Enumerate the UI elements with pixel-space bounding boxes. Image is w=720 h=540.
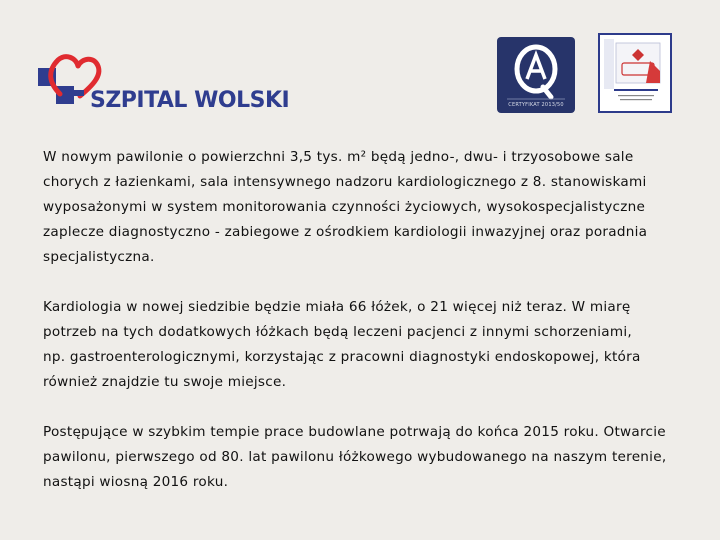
hospital-logo [36,50,306,120]
text-line: Kardiologia w nowej siedzibie będzie miała 66 łóżek, o 21 więcej niż teraz. W miarę [43,299,631,315]
paragraph-new-pavilion [43,145,683,270]
text-line: nastąpi wiosną 2016 roku. [43,474,229,490]
text-line: chorych z łazienkami, sala intensywnego nadzoru kardiologicznego z 8. stanowiskami [43,174,647,190]
paragraph-cardiology [43,295,683,395]
text-line: zaplecze diagnostyczno - zabiegowe z ośrodkiem kardiologii inwazyjnej oraz poradnia [43,224,648,240]
text-line: pawilonu, pierwszego od 80. lat pawilonu łóżkowego wybudowanego na naszym terenie, [43,449,667,465]
pcbc-certificate-badge [598,33,672,113]
text-line: wyposażonymi w system monitorowania czynności życiowych, wysokospecjalistyczne [43,199,646,215]
text-line: np. gastroenterologicznymi, korzystając z pracowni diagnostyki endoskopowej, która [43,349,641,365]
paragraph-construction [43,420,683,495]
logo-text: SZPITAL WOLSKI [90,88,290,113]
pcbc-mark-icon [600,35,670,111]
quality-certificate-badge [497,37,575,113]
text-line: Postępujące w szybkim tempie prace budowlane potrwają do końca 2015 roku. Otwarcie [43,424,666,440]
certificate-label: CERTYFIKAT 2013/50 [508,102,564,108]
article-body [43,145,683,520]
text-line: specjalistyczna. [43,249,155,265]
text-line: W nowym pawilonie o powierzchni 3,5 tys. m² będą jedno-, dwu- i trzyosobowe sale [43,149,634,165]
text-line: potrzeb na tych dodatkowych łóżkach będą leczeni pacjenci z innymi schorzeniami, [43,324,632,340]
text-line: również znajdzie tu swoje miejsce. [43,374,287,390]
